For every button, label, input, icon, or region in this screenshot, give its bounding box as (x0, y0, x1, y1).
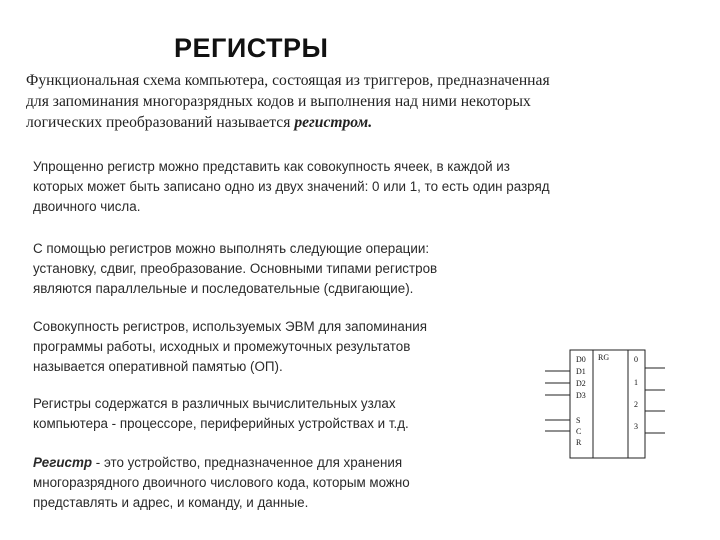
output-label: 2 (634, 400, 638, 409)
register-diagram (540, 345, 670, 465)
paragraph-line: являются параллельные и последовательные (сдвигающие). (33, 281, 414, 296)
paragraph-line: двоичного числа. (33, 199, 141, 214)
intro-line-3-text: логических преобразований называется (26, 114, 295, 131)
paragraph-line: Упрощенно регистр можно представить как совокупность ячеек, в каждой из (33, 159, 510, 174)
intro-paragraph (26, 70, 666, 133)
input-label: S (576, 416, 581, 425)
output-label: 1 (634, 378, 638, 387)
register-header-label: RG (598, 353, 610, 362)
intro-line-2: для запоминания многоразрядных кодов и выполнения над ними некоторых (26, 93, 531, 110)
paragraph-line: представлять и адрес, и команду, и данные. (33, 495, 309, 510)
definition-line-1-rest: - это устройство, предназначенное для хранения (92, 455, 403, 470)
paragraph-line: установку, сдвиг, преобразование. Основными типами регистров (33, 261, 438, 276)
paragraph-line: многоразрядного двоичного числового кода, которым можно (33, 475, 410, 490)
paragraph-simplified (33, 157, 673, 217)
input-label: D0 (576, 355, 586, 364)
input-label: D1 (576, 367, 586, 376)
paragraph-line: Регистры содержатся в различных вычислительных узлах (33, 396, 396, 411)
output-label: 0 (634, 355, 638, 364)
input-label: R (576, 438, 582, 447)
input-label: D2 (576, 379, 586, 388)
input-label: D3 (576, 391, 586, 400)
page-title: РЕГИСТРЫ (174, 33, 329, 63)
intro-line-1: Функциональная схема компьютера, состоящая из триггеров, предназначенная (26, 72, 550, 89)
paragraph-line: называется оперативной памятью (ОП). (33, 359, 283, 374)
intro-line-3 (26, 112, 666, 133)
paragraph-operations (33, 239, 673, 299)
paragraph-line: программы работы, исходных и промежуточных результатов (33, 339, 411, 354)
register-term: регистром. (294, 114, 373, 131)
register-term: Регистр (33, 455, 93, 470)
paragraph-line: которых может быть записано одно из двух значений: 0 или 1, то есть один разряд (33, 179, 550, 194)
paragraph-line: компьютера - процессоре, периферийных устройствах и т.д. (33, 416, 409, 431)
paragraph-line: Совокупность регистров, используемых ЭВМ для запоминания (33, 319, 427, 334)
output-label: 3 (634, 422, 638, 431)
input-label: C (576, 427, 582, 436)
paragraph-line: С помощью регистров можно выполнять следующие операции: (33, 241, 430, 256)
